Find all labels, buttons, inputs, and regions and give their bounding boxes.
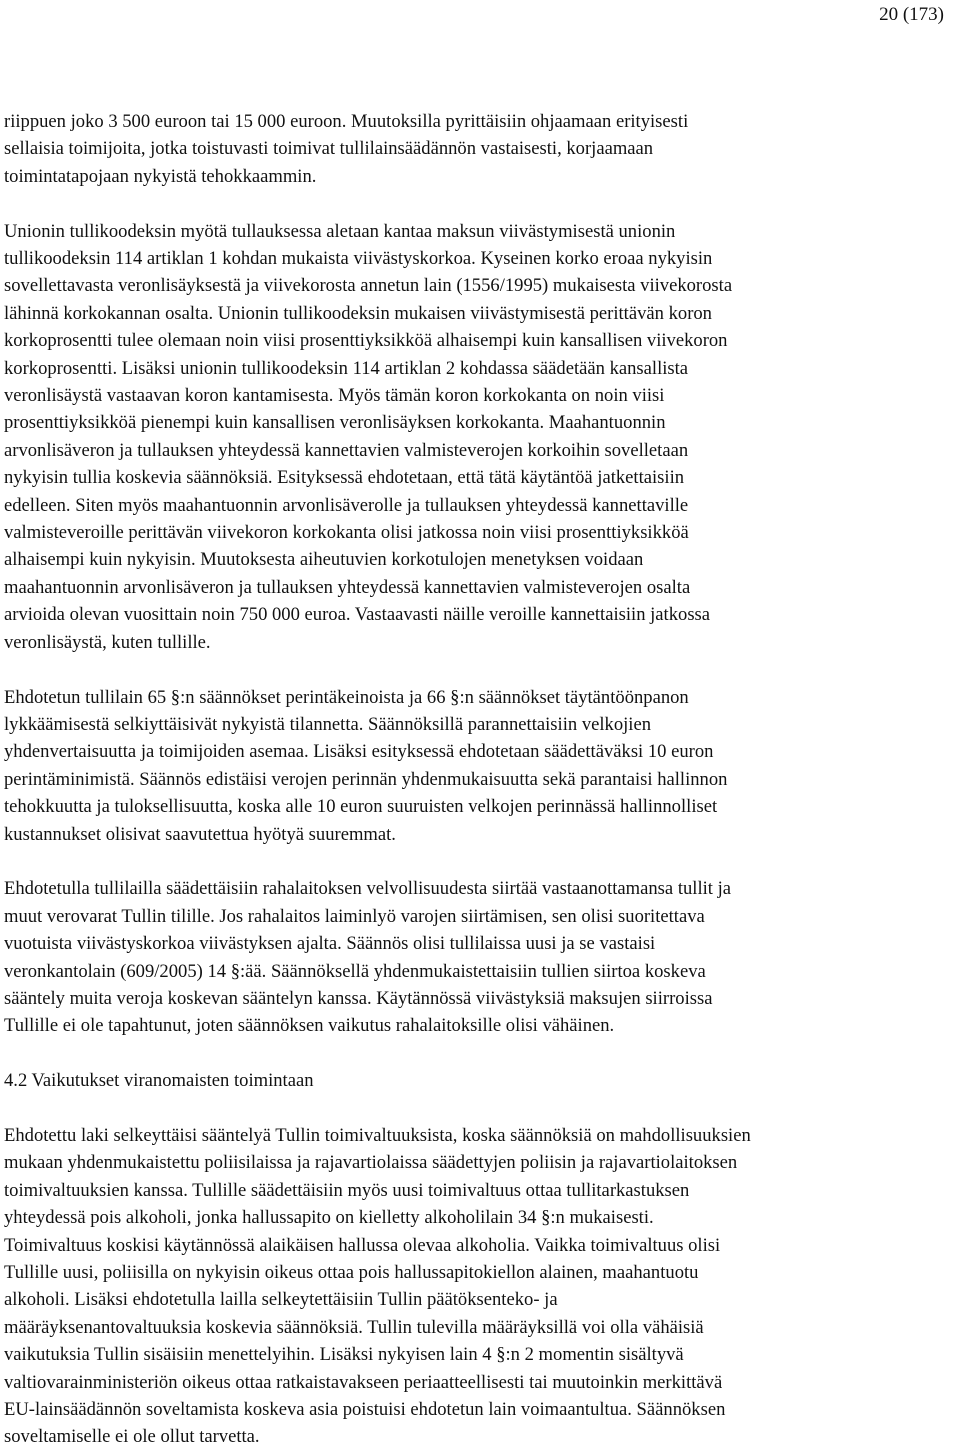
- text-line: tehokkuutta ja tuloksellisuutta, koska alle 10 euron suuruisten velkojen perinnässä hallinnolliset: [4, 796, 718, 818]
- text-line: toimivaltuuksien kanssa. Tullille säädettäisiin myös uusi toimivaltuus ottaa tullitarkastuksen: [4, 1179, 690, 1201]
- text-line: perintäminimistä. Säännös edistäisi verojen perinnän yhdenmukaisuutta sekä parantaisi hallinnon: [4, 768, 728, 790]
- page-number: 20 (173): [879, 4, 944, 25]
- text-line: korkoprosentti tulee olemaan noin viisi prosenttiyksikköä alhaisempi kuin kansallisen viivekoron: [4, 330, 728, 352]
- text-line: yhdenvertaisuutta ja toimijoiden asemaa. Lisäksi esityksessä ehdotetaan säädettäväksi 10 euron: [4, 741, 714, 763]
- text-line: tullikoodeksin 114 artiklan 1 kohdan mukaista viivästyskorkoa. Kyseinen korko eroaa nykyisin: [4, 248, 713, 270]
- text-line: toimintatapojaan nykyistä tehokkaammin.: [4, 165, 317, 187]
- text-line: Ehdotetulla tullilailla säädettäisiin rahalaitoksen velvollisuudesta siirtää vastaanottamansa tullit ja: [4, 878, 732, 900]
- paragraph-collection-methods: [4, 684, 958, 848]
- paragraph-late-payment-interest: [4, 218, 958, 657]
- text-line: vuotuista viivästyskorkoa viivästyksen ajalta. Säännös olisi tullilaissa uusi ja se vastaisi: [4, 933, 656, 955]
- text-line: EU-lainsäädännön soveltamista koskeva asia poistuisi ehdotetun lain voimaantultua. Säännöksen: [4, 1399, 726, 1421]
- text-line: arvioida olevan vuosittain noin 750 000 euroa. Vastaavasti näille veroille kannettaisiin jatkossa: [4, 604, 711, 626]
- text-line: määräyksenantovaltuuksia koskevia säännöksiä. Tullin tulevilla määräyksillä voi olla vähäisiä: [4, 1316, 704, 1338]
- text-line: Tullille ei ole tapahtunut, joten säännöksen vaikutus rahalaitoksille olisi vähäinen.: [4, 1015, 615, 1037]
- text-line: sääntely muita veroja koskevan sääntelyn kanssa. Käytännössä viivästyksiä maksujen siirroissa: [4, 987, 713, 1009]
- text-line: alhaisempi kuin nykyisin. Muutoksesta aiheutuvien korkotulojen menetyksen voidaan: [4, 549, 644, 571]
- text-line: arvonlisäveron ja tullauksen yhteydessä kannettavien valmisteverojen korkoihin sovelletaan: [4, 439, 689, 461]
- text-line: alkoholi. Lisäksi ehdotetulla lailla selkeytettäisiin Tullin päätöksenteko- ja: [4, 1289, 558, 1311]
- section-heading: 4.2 Vaikutukset viranomaisten toimintaan: [4, 1070, 314, 1092]
- text-line: korkoprosentti. Lisäksi unionin tullikoodeksin 114 artiklan 2 kohdassa säädetään kansallista: [4, 357, 689, 379]
- text-line: mukaan yhdenmukaistettu poliisilaissa ja rajavartiolaissa säädettyjen poliisin ja rajavartiolaitoksen: [4, 1152, 738, 1174]
- text-line: soveltamiselle ei ole ollut tarvetta.: [4, 1426, 260, 1448]
- text-line: kustannukset olisivat saavutettua hyötyä suuremmat.: [4, 823, 396, 845]
- text-line: valmisteveroille perittävän viivekoron korkokanta olisi jatkossa noin viisi prosenttiyksikköä: [4, 522, 689, 544]
- paragraph-authority-impacts: [4, 1122, 958, 1451]
- text-line: yhteydessä pois alkoholi, jonka hallussapito on kielletty alkoholilain 34 §:n mukaisesti.: [4, 1207, 654, 1229]
- text-line: edelleen. Siten myös maahantuonnin arvonlisäverolle ja tullauksen yhteydessä kannettaville: [4, 494, 689, 516]
- text-line: prosenttiyksikköä pienempi kuin kansallisen veronlisäyksen korkokanta. Maahantuonnin: [4, 412, 666, 434]
- text-line: riippuen joko 3 500 euroon tai 15 000 euroon. Muutoksilla pyrittäisiin ohjaamaan erityisesti: [4, 111, 689, 132]
- text-line: nykyisin tullia koskevia säännöksiä. Esityksessä ehdotetaan, että tätä käytäntöä jatkettaisiin: [4, 467, 685, 489]
- text-line: vaikutuksia Tullin sisäisiin menettelyihin. Lisäksi nykyisen lain 4 §:n 2 momentin sisältyvä: [4, 1344, 684, 1366]
- text-line: valtiovarainministeriön oikeus ottaa ratkaistavakseen periaatteellisesti tai muutoinkin merkittävä: [4, 1371, 723, 1393]
- text-line: muut verovarat Tullin tilille. Jos rahalaitos laiminlyö varojen siirtämisen, sen olisi suoritettava: [4, 905, 705, 927]
- text-line: veronlisäystä, kuten tullille.: [4, 631, 211, 653]
- text-line: lähinnä korkokannan osalta. Unionin tullikoodeksin mukaisen viivästymisestä perittävän koron: [4, 302, 712, 324]
- text-line: veronkantolain (609/2005) 14 §:ää. Säännöksellä yhdenmukaistettaisiin tullien siirtoa koskeva: [4, 960, 706, 982]
- text-line: lykkäämisestä selkiyttäisivät nykyistä tilannetta. Säännöksillä parannettaisiin velkojien: [4, 713, 652, 735]
- text-line: sovellettavasta veronlisäyksestä ja viivekorosta annetun lain (1556/1995) mukaisesta viivekorosta: [4, 275, 733, 297]
- text-line: Ehdotetun tullilain 65 §:n säännökset perintäkeinoista ja 66 §:n säännökset täytäntöönpanon: [4, 686, 689, 708]
- paragraph-continued-sanctions: [4, 108, 958, 190]
- text-line: Unionin tullikoodeksin myötä tullauksessa aletaan kantaa maksun viivästymisestä unionin: [4, 220, 676, 242]
- document-body: [4, 108, 958, 1451]
- text-line: veronlisäystä vastaavan koron kantamisesta. Myös tämän koron korkokanta on noin viisi: [4, 385, 665, 407]
- text-line: Toimivaltuus koskisi käytännössä alaikäisen hallussa olevaa alkoholia. Vaikka toimivaltuus olisi: [4, 1234, 721, 1256]
- text-line: Tullille uusi, poliisilla on nykyisin oikeus ottaa pois hallussapitokiellon alainen, maahantuotu: [4, 1261, 699, 1283]
- text-line: maahantuonnin arvonlisäveron ja tullauksen yhteydessä kannettavien valmisteverojen osalta: [4, 576, 691, 598]
- text-line: sellaisia toimijoita, jotka toistuvasti toimivat tullilainsäädännön vastaisesti, korjaamaan: [4, 138, 654, 160]
- paragraph-bank-transfer-obligation: [4, 875, 958, 1039]
- text-line: Ehdotettu laki selkeyttäisi sääntelyä Tullin toimivaltuuksista, koska säännöksiä on mahdollisuuksien: [4, 1124, 751, 1146]
